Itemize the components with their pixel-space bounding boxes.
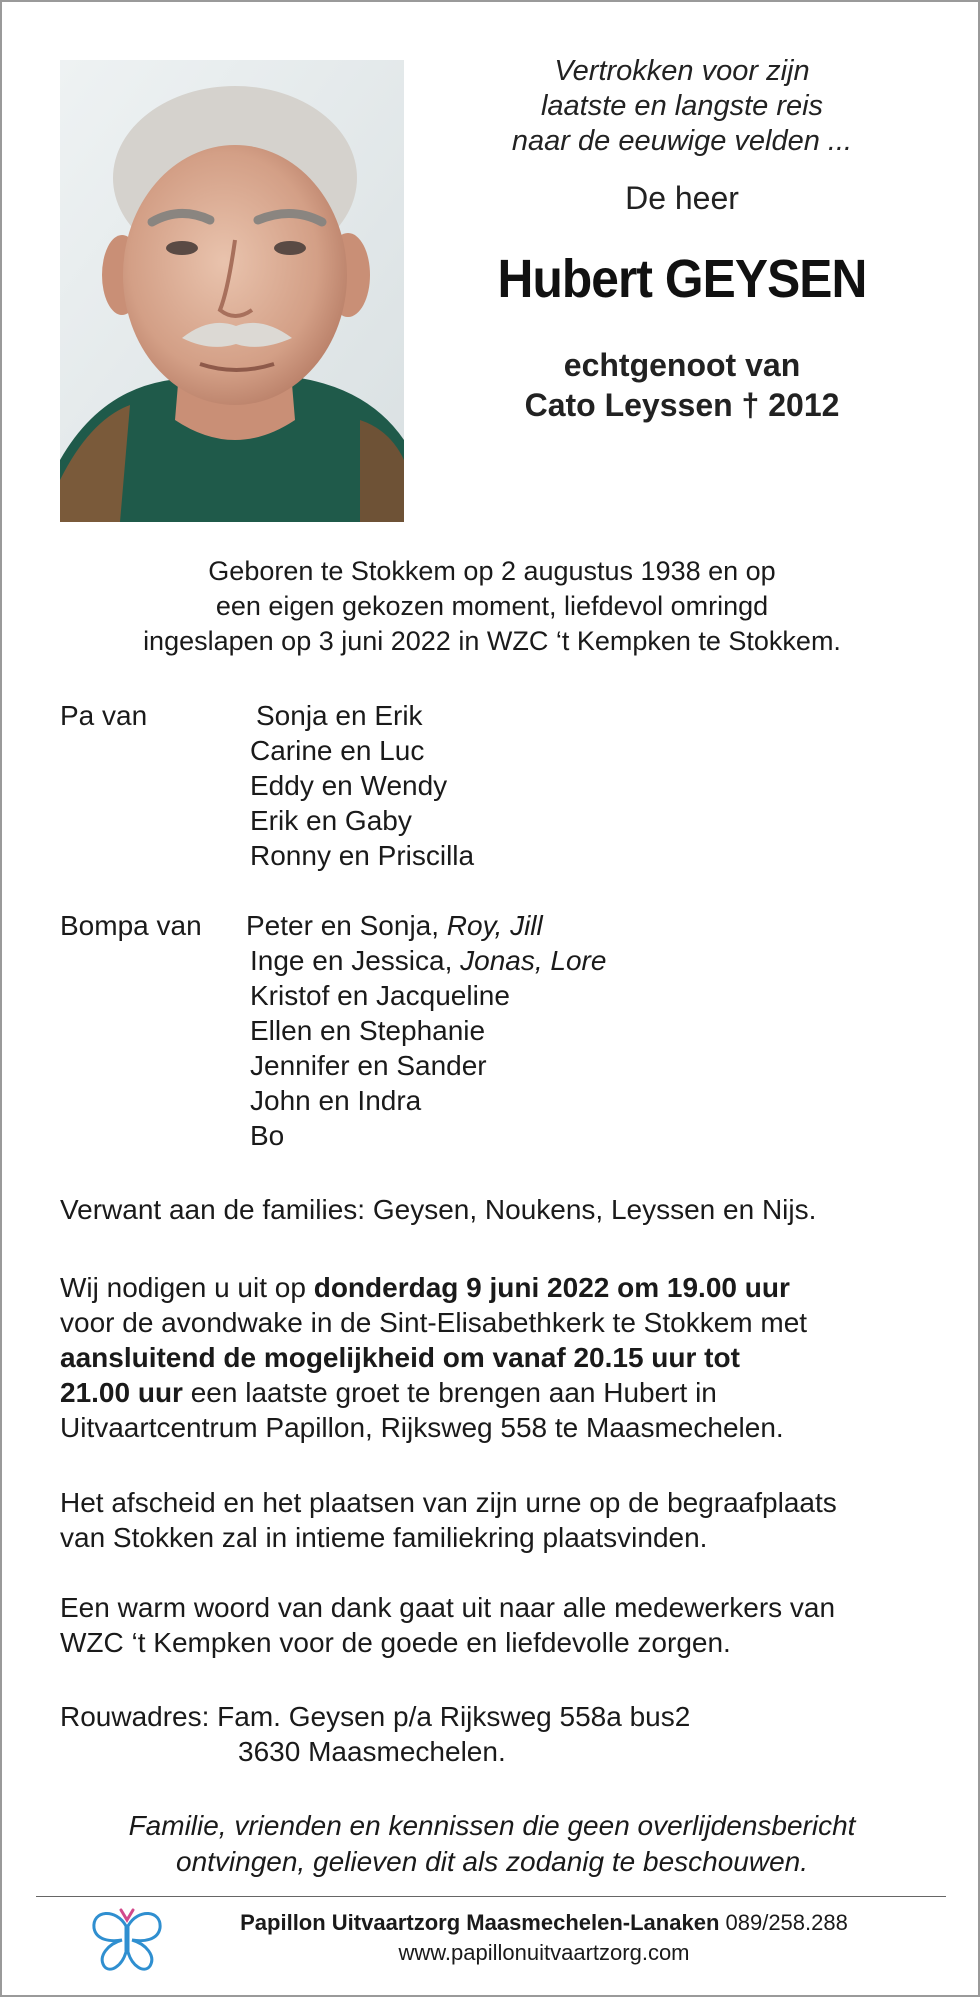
invitation-text: een laatste groet te brengen aan Hubert in [182,1377,717,1408]
invitation-line: voor de avondwake in de Sint-Elisabethkerk te Stokkem met [60,1307,808,1338]
address-line: Rouwadres: Fam. Geysen p/a Rijksweg 558a bus2 [60,1701,691,1732]
butterfly-logo-icon [88,1904,166,1974]
portrait-photo [60,60,404,522]
closing-line: ontvingen, gelieven dit als zodanig te beschouwen. [176,1846,808,1877]
invitation-line: Uitvaartcentrum Papillon, Rijksweg 558 te Maasmechelen. [60,1412,784,1443]
closing-line: Familie, vrienden en kennissen die geen overlijdensbericht [128,1810,856,1841]
grandchild-couple: John en Indra [250,1085,422,1116]
footer-divider [36,1896,946,1897]
thanks-line: WZC ‘t Kempken voor de goede en liefdevolle zorgen. [60,1627,731,1658]
great-grandchildren: Jonas, Lore [452,945,607,976]
farewell-paragraph [60,1485,940,1555]
company-website: www.papillonuitvaartzorg.com [398,1940,690,1965]
child-entry: Eddy en Wendy [250,770,448,801]
company-name: Papillon Uitvaartzorg Maasmechelen-Lanaken [240,1910,720,1935]
grandchild-entry [250,978,606,1013]
related-families-line: Verwant aan de families: Geysen, Noukens, Leyssen en Nijs. [60,1194,817,1225]
spouse-line: Cato Leyssen † 2012 [524,387,840,423]
birth-death-paragraph [42,554,942,659]
grandchild-entry [250,1048,606,1083]
grandchild-entry [250,943,606,978]
grandchild-couple: Jennifer en Sander [250,1050,487,1081]
quote-line: naar de eeuwige velden ... [511,125,853,157]
portrait-image [60,60,404,522]
grandchild-couple: Bo [250,1120,285,1151]
children-names [250,698,474,873]
grandchild-couple: Kristof en Jacqueline [250,980,510,1011]
invitation-line: aansluitend de mogelijkheid om vanaf 20.15 uur tot [60,1342,740,1373]
children-label: Pa van [60,700,148,731]
closing-note [42,1808,942,1880]
deceased-name: Hubert GEYSEN [497,249,867,309]
invitation-intro: Wij nodigen u uit op [60,1272,314,1303]
birth-line: een eigen gekozen moment, liefdevol omringd [215,591,769,621]
thanks-paragraph [60,1590,940,1660]
grandchild-entry [250,1083,606,1118]
grandchild-entry [250,1013,606,1048]
grandchild-couple: Ellen en Stephanie [250,1015,486,1046]
great-grandchildren: Roy, Jill [439,910,543,941]
birth-line: ingeslapen op 3 juni 2022 in WZC ‘t Kempken te Stokkem. [143,626,841,656]
company-phone: 089/258.288 [719,1910,848,1935]
child-entry: Ronny en Priscilla [250,840,475,871]
grandchildren-label: Bompa van [60,910,202,941]
company-line [184,1908,904,1938]
invitation-paragraph [60,1270,940,1445]
grandchild-couple: Inge en Jessica, [250,945,453,976]
invitation-line [60,1375,940,1410]
funeral-home-info [184,1908,904,1968]
child-entry: Sonja en Erik [256,700,423,731]
birth-line: Geboren te Stokkem op 2 augustus 1938 en op [208,556,776,586]
header-block [442,54,922,425]
quote-line: Vertrokken voor zijn [554,55,810,87]
mourning-address [60,1699,940,1769]
farewell-line: van Stokken zal in intieme familiekring plaatsvinden. [60,1522,708,1553]
address-line: 3630 Maasmechelen. [238,1736,506,1767]
wake-datetime: donderdag 9 juni 2022 om 19.00 uur [313,1272,790,1303]
salutation: De heer [625,180,739,216]
visit-end-time: 21.00 uur [60,1377,183,1408]
child-entry: Carine en Luc [250,735,425,766]
related-families [60,1192,940,1227]
grandchild-entry [250,1118,606,1153]
farewell-quote [442,54,922,159]
grandchildren-names [246,908,606,1153]
thanks-line: Een warm woord van dank gaat uit naar alle medewerkers van [60,1592,836,1623]
spouse-line: echtgenoot van [563,347,801,383]
farewell-line: Het afscheid en het plaatsen van zijn urne op de begraafplaats [60,1487,837,1518]
invitation-line [60,1270,940,1305]
quote-line: laatste en langste reis [540,90,824,122]
grandchild-entry [246,908,606,943]
child-entry: Erik en Gaby [250,805,412,836]
grandchild-couple: Peter en Sonja, [246,910,440,941]
spouse-block [442,345,922,425]
